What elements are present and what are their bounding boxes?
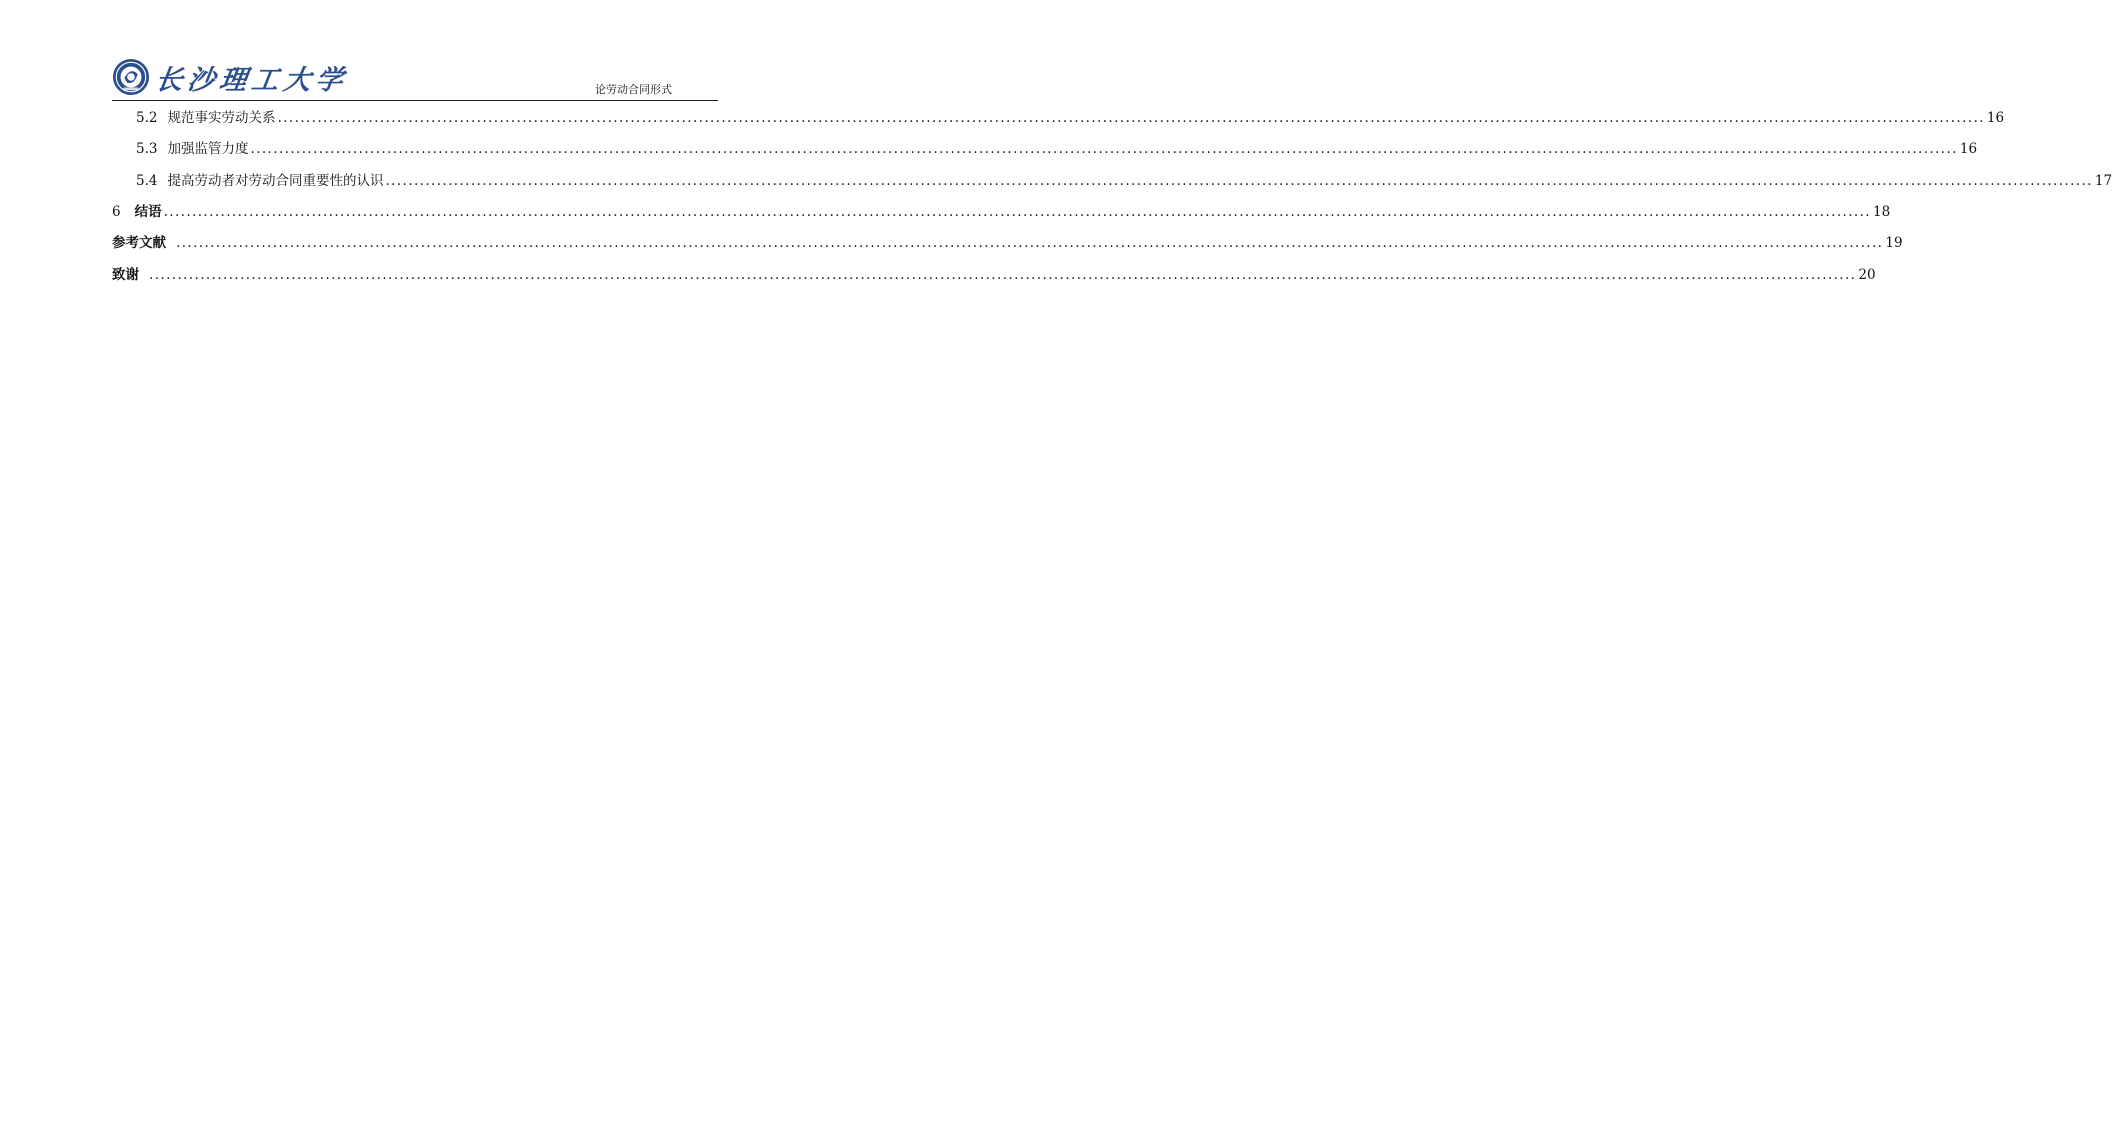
toc-page: 16 bbox=[1959, 141, 1978, 157]
toc-leader: ............................................................................................................................................................................................................................................................................................................ bbox=[176, 235, 1884, 251]
toc-number: 6 bbox=[112, 204, 121, 220]
toc-item-references[interactable] bbox=[112, 232, 1903, 254]
toc-leader: ............................................................................................................................................................................................................................................................................................................ bbox=[277, 110, 1985, 126]
toc-leader: ............................................................................................................................................................................................................................................................................................................ bbox=[385, 173, 2093, 189]
toc-item-5-2[interactable] bbox=[112, 107, 2005, 129]
toc-leader: ............................................................................................................................................................................................................................................................................................................ bbox=[149, 267, 1857, 283]
toc-page: 17 bbox=[2094, 173, 2112, 189]
toc-title: 结语 bbox=[134, 204, 162, 220]
toc-page: 19 bbox=[1885, 235, 1903, 251]
toc-number: 5.2 bbox=[136, 110, 158, 126]
toc-item-5-3[interactable] bbox=[112, 138, 1978, 160]
toc-title: 规范事实劳动关系 bbox=[167, 110, 276, 126]
university-name: 长沙理工大学 bbox=[153, 64, 350, 96]
toc-leader: ............................................................................................................................................................................................................................................................................................................ bbox=[163, 204, 1871, 220]
toc-title: 加强监管力度 bbox=[167, 141, 249, 157]
toc-page: 18 bbox=[1872, 204, 1891, 220]
toc-item-6[interactable] bbox=[112, 201, 1891, 223]
toc-leader: ............................................................................................................................................................................................................................................................................................................ bbox=[250, 141, 1958, 157]
toc-item-acknowledgements[interactable] bbox=[112, 264, 1876, 286]
page-header bbox=[112, 52, 718, 101]
toc-title: 致谢 bbox=[112, 267, 139, 283]
toc-title: 提高劳动者对劳动合同重要性的认识 bbox=[167, 173, 384, 189]
university-logo bbox=[112, 56, 348, 98]
document-title: 论劳动合同形式 bbox=[595, 83, 672, 96]
toc-item-5-4[interactable] bbox=[112, 170, 2112, 192]
toc-page: 20 bbox=[1858, 267, 1876, 283]
toc-title: 参考文献 bbox=[112, 235, 166, 251]
toc-number: 5.3 bbox=[136, 141, 158, 157]
toc-number: 5.4 bbox=[136, 173, 158, 189]
university-emblem-icon bbox=[112, 58, 150, 96]
toc-page: 16 bbox=[1986, 110, 2005, 126]
